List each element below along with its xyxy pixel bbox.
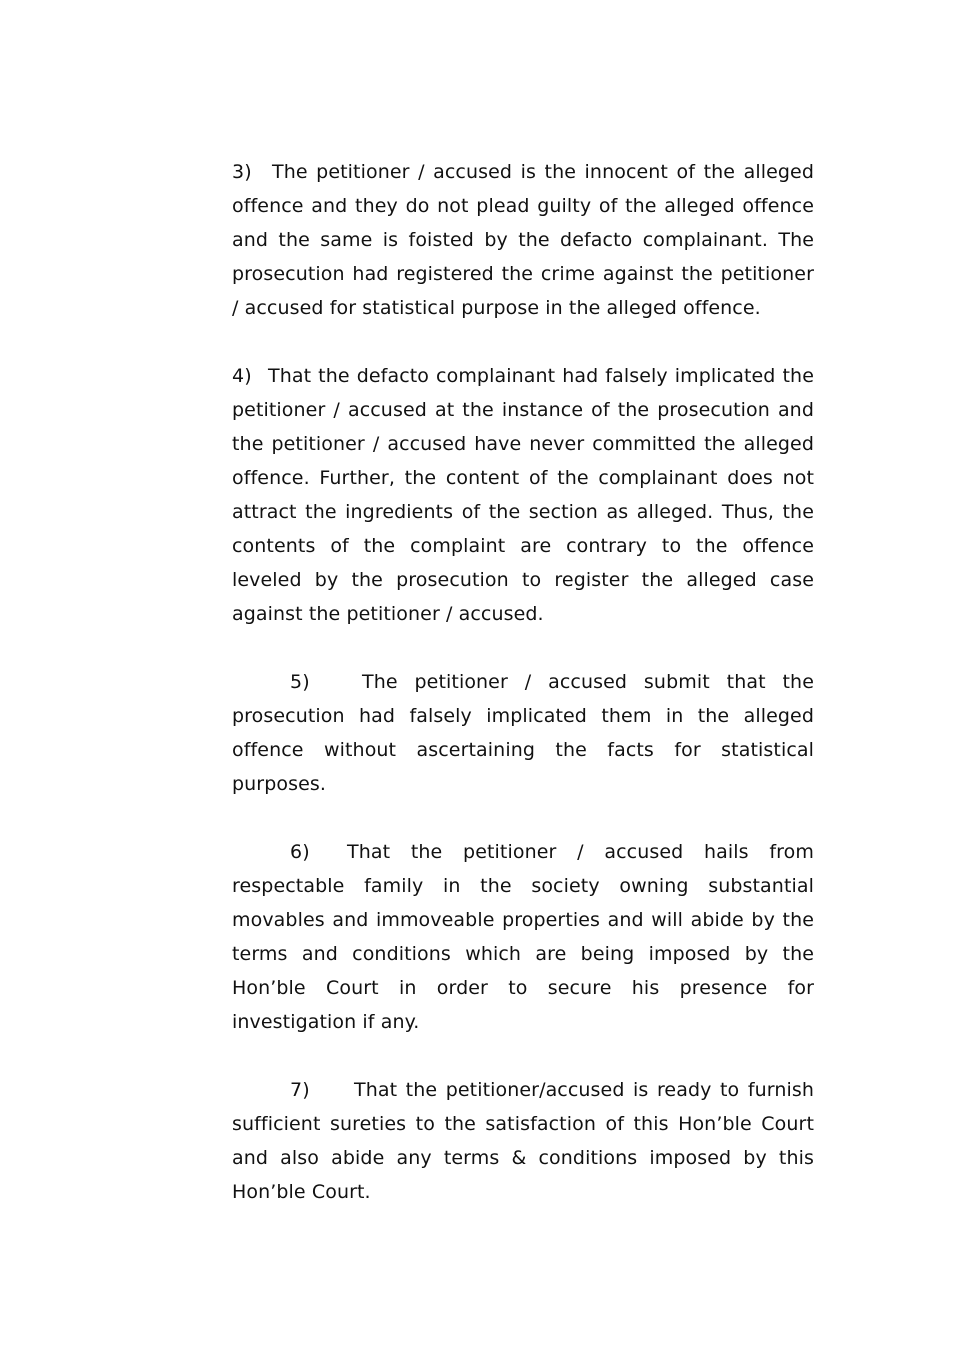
paragraph-number: 7): [290, 1079, 310, 1101]
paragraph-5: [232, 665, 814, 801]
paragraph-number: 4): [232, 365, 252, 387]
paragraph-4: [232, 359, 814, 631]
paragraph-text: The petitioner / accused is the innocent of the alleged offence and they do not plead guilty of the alleged offence and the same is foisted by the defacto complainant. The prosecution had registered the crime against the petitioner / accused for statistical purpose in the alleged offence.: [232, 161, 814, 319]
paragraph-text: That the defacto complainant had falsely implicated the petitioner / accused at the instance of the prosecution and the petitioner / accused have never committed the alleged offence. Further, the content of the complainant does not attract the ingredients of the section as alleged. Thus, the contents of the complaint are contrary to the offence leveled by the prosecution to register the alleged case against the petitioner / accused.: [232, 365, 814, 625]
paragraph-7: [232, 1073, 814, 1209]
paragraph-number: 5): [290, 671, 310, 693]
document-body: [232, 155, 814, 1243]
paragraph-text: That the petitioner/accused is ready to furnish sufficient sureties to the satisfaction of this Hon’ble Court and also abide any terms & conditions imposed by this Hon’ble Court.: [232, 1079, 814, 1203]
paragraph-6: [232, 835, 814, 1039]
paragraph-text: The petitioner / accused submit that the prosecution had falsely implicated them in the alleged offence without ascertaining the facts for statistical purposes.: [232, 671, 814, 795]
paragraph-number: 6): [290, 841, 310, 863]
paragraph-number: 3): [232, 161, 252, 183]
paragraph-text: That the petitioner / accused hails from respectable family in the society owning substantial movables and immoveable properties and will abide by the terms and conditions which are being imposed by the Hon’ble Court in order to secure his presence for investigation if any.: [232, 841, 814, 1033]
paragraph-3: [232, 155, 814, 325]
